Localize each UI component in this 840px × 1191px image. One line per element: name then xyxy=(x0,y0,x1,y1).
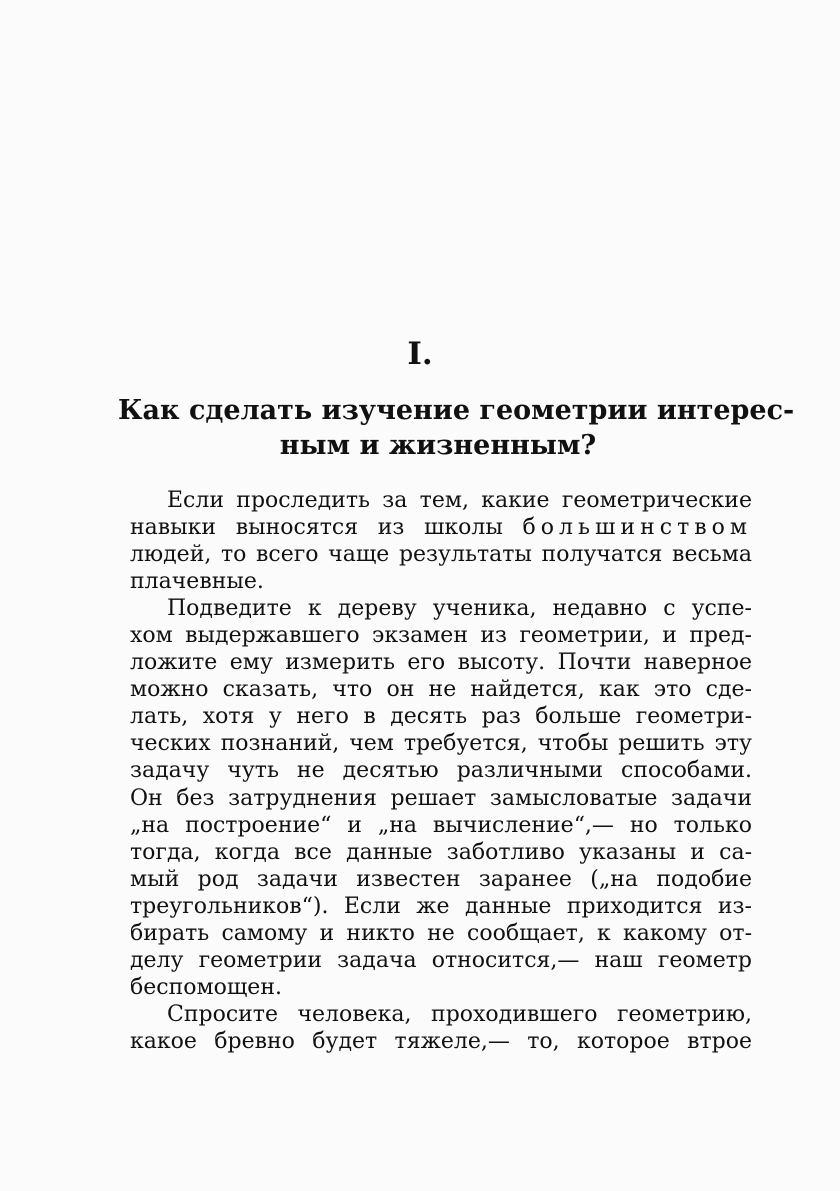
paragraph-1-line-4: плачевные. xyxy=(130,569,264,595)
paragraph-2-line-2: хом выдержавшего экзамен из геометрии, и пред- xyxy=(130,623,752,649)
paragraph-1-line-2-text: навыки выносятся из школы xyxy=(130,515,503,541)
paragraph-2-line-6: ческих познаний, чем требуется, чтобы решить эту xyxy=(130,731,752,757)
paragraph-1-line-3: людей, то всего чаще результаты получатся весьма xyxy=(130,542,752,568)
chapter-title xyxy=(118,393,795,463)
paragraph-2-line-12: треугольников“). Если же данные приходится из- xyxy=(130,893,752,919)
paragraph-1-line-2 xyxy=(130,514,752,541)
chapter-number: I. xyxy=(407,336,433,372)
paragraph-2-line-5: лать, хотя у него в десять раз больше геометри- xyxy=(130,704,752,730)
body-text xyxy=(130,487,752,1055)
paragraph-2-line-10: тогда, когда все данные заботливо указаны и са- xyxy=(130,839,752,865)
paragraph-2-line-15: беспомощен. xyxy=(130,974,282,1000)
paragraph-3-line-1: Спросите человека, проходившего геометрию, xyxy=(167,1001,752,1027)
paragraph-1-line-1: Если проследить за тем, какие геометрические xyxy=(167,488,752,513)
paragraph-2-line-9: „на построение“ и „на вычисление“,— но только xyxy=(130,812,752,838)
chapter-title-line-2: ным и жизненным? xyxy=(279,430,597,461)
emphasized-word: большинством xyxy=(522,515,752,541)
paragraph-2-line-13: бирать самому и никто не сообщает, к какому от- xyxy=(130,920,752,946)
paragraph-2-line-3: ложите ему измерить его высоту. Почти наверное xyxy=(130,650,752,676)
paragraph-2-line-8: Он без затруднения решает замысловатые задачи xyxy=(130,785,752,811)
paragraph-2-line-7: задачу чуть не десятью различными способами. xyxy=(130,758,752,784)
paragraph-2-line-11: мый род задачи известен заранее („на подобие xyxy=(130,866,752,892)
paragraph-2-line-14: делу геометрии задача относится,— наш геометр xyxy=(130,947,752,973)
paragraph-2-line-1: Подведите к дереву ученика, недавно с успе- xyxy=(167,596,752,622)
paragraph-2-line-4: можно сказать, что он не найдется, как это сде- xyxy=(130,677,752,703)
paragraph-3-line-2: какое бревно будет тяжеле,— то, которое втрое xyxy=(130,1028,752,1054)
chapter-title-line-1: Как сделать изучение геометрии интерес- xyxy=(118,395,795,426)
